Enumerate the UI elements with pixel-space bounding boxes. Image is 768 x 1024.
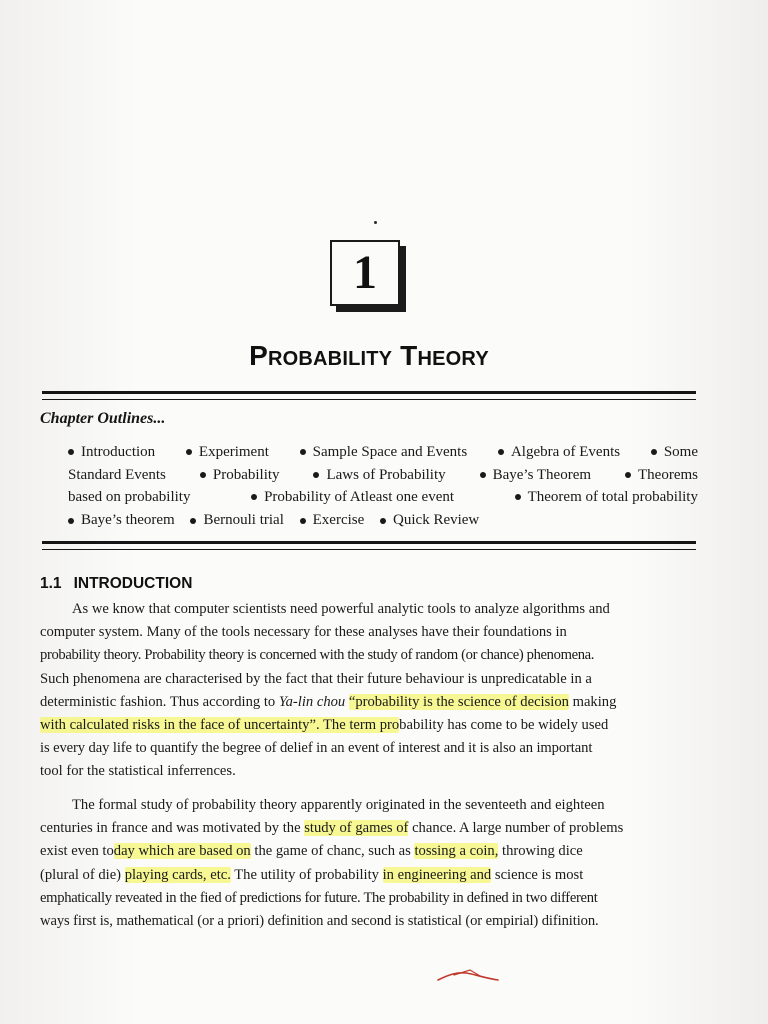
text-line: [40, 691, 699, 714]
text-run: exist even to: [40, 843, 114, 860]
bullet-icon: [625, 472, 631, 478]
outline-item: [498, 441, 620, 464]
outline-item-label: Quick Review: [393, 512, 480, 529]
bullet-icon: [190, 518, 196, 524]
bottom-double-rule: [42, 541, 696, 550]
text-line: [40, 598, 699, 621]
highlighted-phrase: day which are based on: [113, 843, 251, 860]
outline-item-label: Probability of Atleast one event: [264, 489, 455, 505]
text-line: [40, 794, 699, 817]
highlighted-phrase: tossing a coin,: [414, 843, 499, 860]
outline-item: [68, 486, 190, 509]
text-run: computer system. Many of the tools necessary for these analyses have their foundations in: [40, 624, 567, 641]
text-run: chance. A large number of problems: [412, 820, 624, 837]
outline-item-label: Probability: [212, 466, 280, 483]
outline-item-label: Introduction: [81, 444, 156, 460]
chapter-outlines-list: [68, 441, 698, 532]
highlighted-phrase: in engineering and: [382, 866, 492, 883]
outline-item: [200, 464, 280, 487]
text-run: centuries in france and was motivated by the: [40, 820, 301, 837]
text-line: [40, 864, 699, 887]
bullet-icon: [200, 472, 206, 478]
bullet-icon: [480, 472, 486, 478]
outline-item-label: Theorem of total probability: [527, 489, 698, 505]
text-line: [40, 910, 699, 933]
bullet-icon: [186, 449, 192, 455]
text-run: emphatically reveated in the fied of predictions for future. The probability in defined in two different: [40, 889, 598, 906]
text-run: deterministic fashion. Thus according to: [40, 693, 276, 710]
bullet-icon: [651, 449, 657, 455]
text-line: [40, 621, 699, 644]
chapter-box-frame: [330, 240, 400, 306]
outline-item: [625, 464, 698, 487]
outline-item-label: Standard Events: [68, 466, 166, 483]
bullet-icon: [498, 449, 504, 455]
pen-mark-icon: [436, 964, 502, 986]
outline-item: [651, 441, 698, 464]
outline-item-label: Laws of Probability: [326, 466, 446, 483]
quoted-author: Ya-lin chou: [278, 693, 346, 710]
bullet-icon: [380, 518, 386, 524]
section-title: INTRODUCTION: [73, 575, 193, 592]
text-run-group: [40, 691, 616, 714]
text-run: science is most: [494, 866, 584, 883]
outline-item-label: Experiment: [198, 444, 269, 460]
text-line: [40, 840, 699, 863]
bullet-icon: [68, 518, 74, 524]
outline-item: [300, 441, 468, 464]
paragraph-introduction-1: [40, 598, 699, 784]
text-line: [40, 737, 699, 760]
outline-item-label: Baye’s Theorem: [492, 466, 592, 483]
outline-item: [380, 509, 479, 532]
text-run: The formal study of probability theory apparently originated in the seventeeth and eighteen: [72, 797, 605, 813]
section-heading: [40, 575, 192, 593]
text-run: The utility of probability: [234, 866, 379, 883]
outline-item: [515, 486, 698, 509]
chapter-outlines-heading: Chapter Outlines...: [40, 410, 166, 427]
text-run: is every day life to quantify the begree of delief in an event of interest and it is also an important: [40, 740, 593, 757]
paragraph-introduction-2: [40, 794, 699, 933]
highlighted-quote: with calculated risks in the face of uncertainty”. The term pro: [40, 716, 400, 733]
text-run: (plural of die): [40, 866, 122, 883]
outline-item: [68, 464, 166, 487]
text-line: [40, 644, 699, 667]
text-run-group: [40, 714, 608, 737]
text-line: [40, 668, 699, 691]
outline-item-label: Baye’s theorem: [81, 512, 175, 529]
text-run-group: [40, 840, 583, 863]
outline-line-3: [68, 486, 698, 509]
text-run: bability has come to be widely used: [399, 716, 609, 733]
outline-item: [190, 509, 283, 532]
bullet-icon: [515, 494, 521, 500]
text-run: tool for the statistical inferrences.: [40, 763, 236, 780]
outline-line-2: [68, 464, 698, 487]
outline-item: [313, 464, 445, 487]
outline-item: [68, 441, 155, 464]
outline-item: [68, 509, 175, 532]
outline-item-label: based on probability: [68, 489, 191, 505]
text-run: As we know that computer scientists need powerful analytic tools to analyze algorithms and: [72, 601, 610, 617]
text-run: probability theory. Probability theory is concerned with the study of random (or chance) phenomena.: [40, 647, 595, 664]
outline-line-4: [68, 509, 698, 532]
text-run: throwing dice: [502, 843, 583, 860]
text-run: the game of chanc, such as: [254, 843, 411, 860]
bullet-icon: [313, 472, 319, 478]
highlighted-phrase: playing cards, etc.: [124, 866, 231, 883]
text-run-group: [40, 817, 623, 840]
outline-item: [480, 464, 591, 487]
highlighted-phrase: study of games of: [304, 820, 409, 837]
outline-item: [251, 486, 454, 509]
text-line: [40, 760, 699, 783]
text-run: ways first is, mathematical (or a priori) definition and second is statistical (or empirial) difinition.: [40, 912, 599, 929]
outline-item: [186, 441, 269, 464]
outline-item-label: Exercise: [312, 512, 365, 529]
outline-item-label: Some: [663, 444, 698, 460]
text-run-group: [40, 864, 583, 887]
bullet-icon: [300, 518, 306, 524]
bullet-icon: [300, 449, 306, 455]
text-line: [40, 887, 699, 910]
text-run: Such phenomena are characterised by the fact that their future behaviour is unpredicatable in a: [40, 670, 592, 687]
outline-item: [300, 509, 365, 532]
bullet-icon: [251, 494, 257, 500]
ink-speck: [374, 221, 377, 224]
bullet-icon: [68, 449, 74, 455]
outline-item-label: Bernouli trial: [203, 512, 284, 529]
chapter-number: 1: [353, 245, 377, 299]
text-run: making: [572, 693, 617, 710]
outline-line-1: [68, 441, 698, 464]
outline-item-label: Theorems: [638, 466, 698, 483]
outline-item-label: Algebra of Events: [510, 444, 621, 460]
highlighted-quote: “probability is the science of decision: [348, 693, 569, 710]
top-double-rule: [42, 391, 696, 400]
section-number: 1.1: [40, 575, 62, 592]
text-line: [40, 817, 699, 840]
chapter-title: Probability Theory: [249, 340, 489, 371]
text-line: [40, 714, 699, 737]
outline-item-label: Sample Space and Events: [312, 444, 468, 460]
chapter-number-box: [330, 240, 412, 316]
